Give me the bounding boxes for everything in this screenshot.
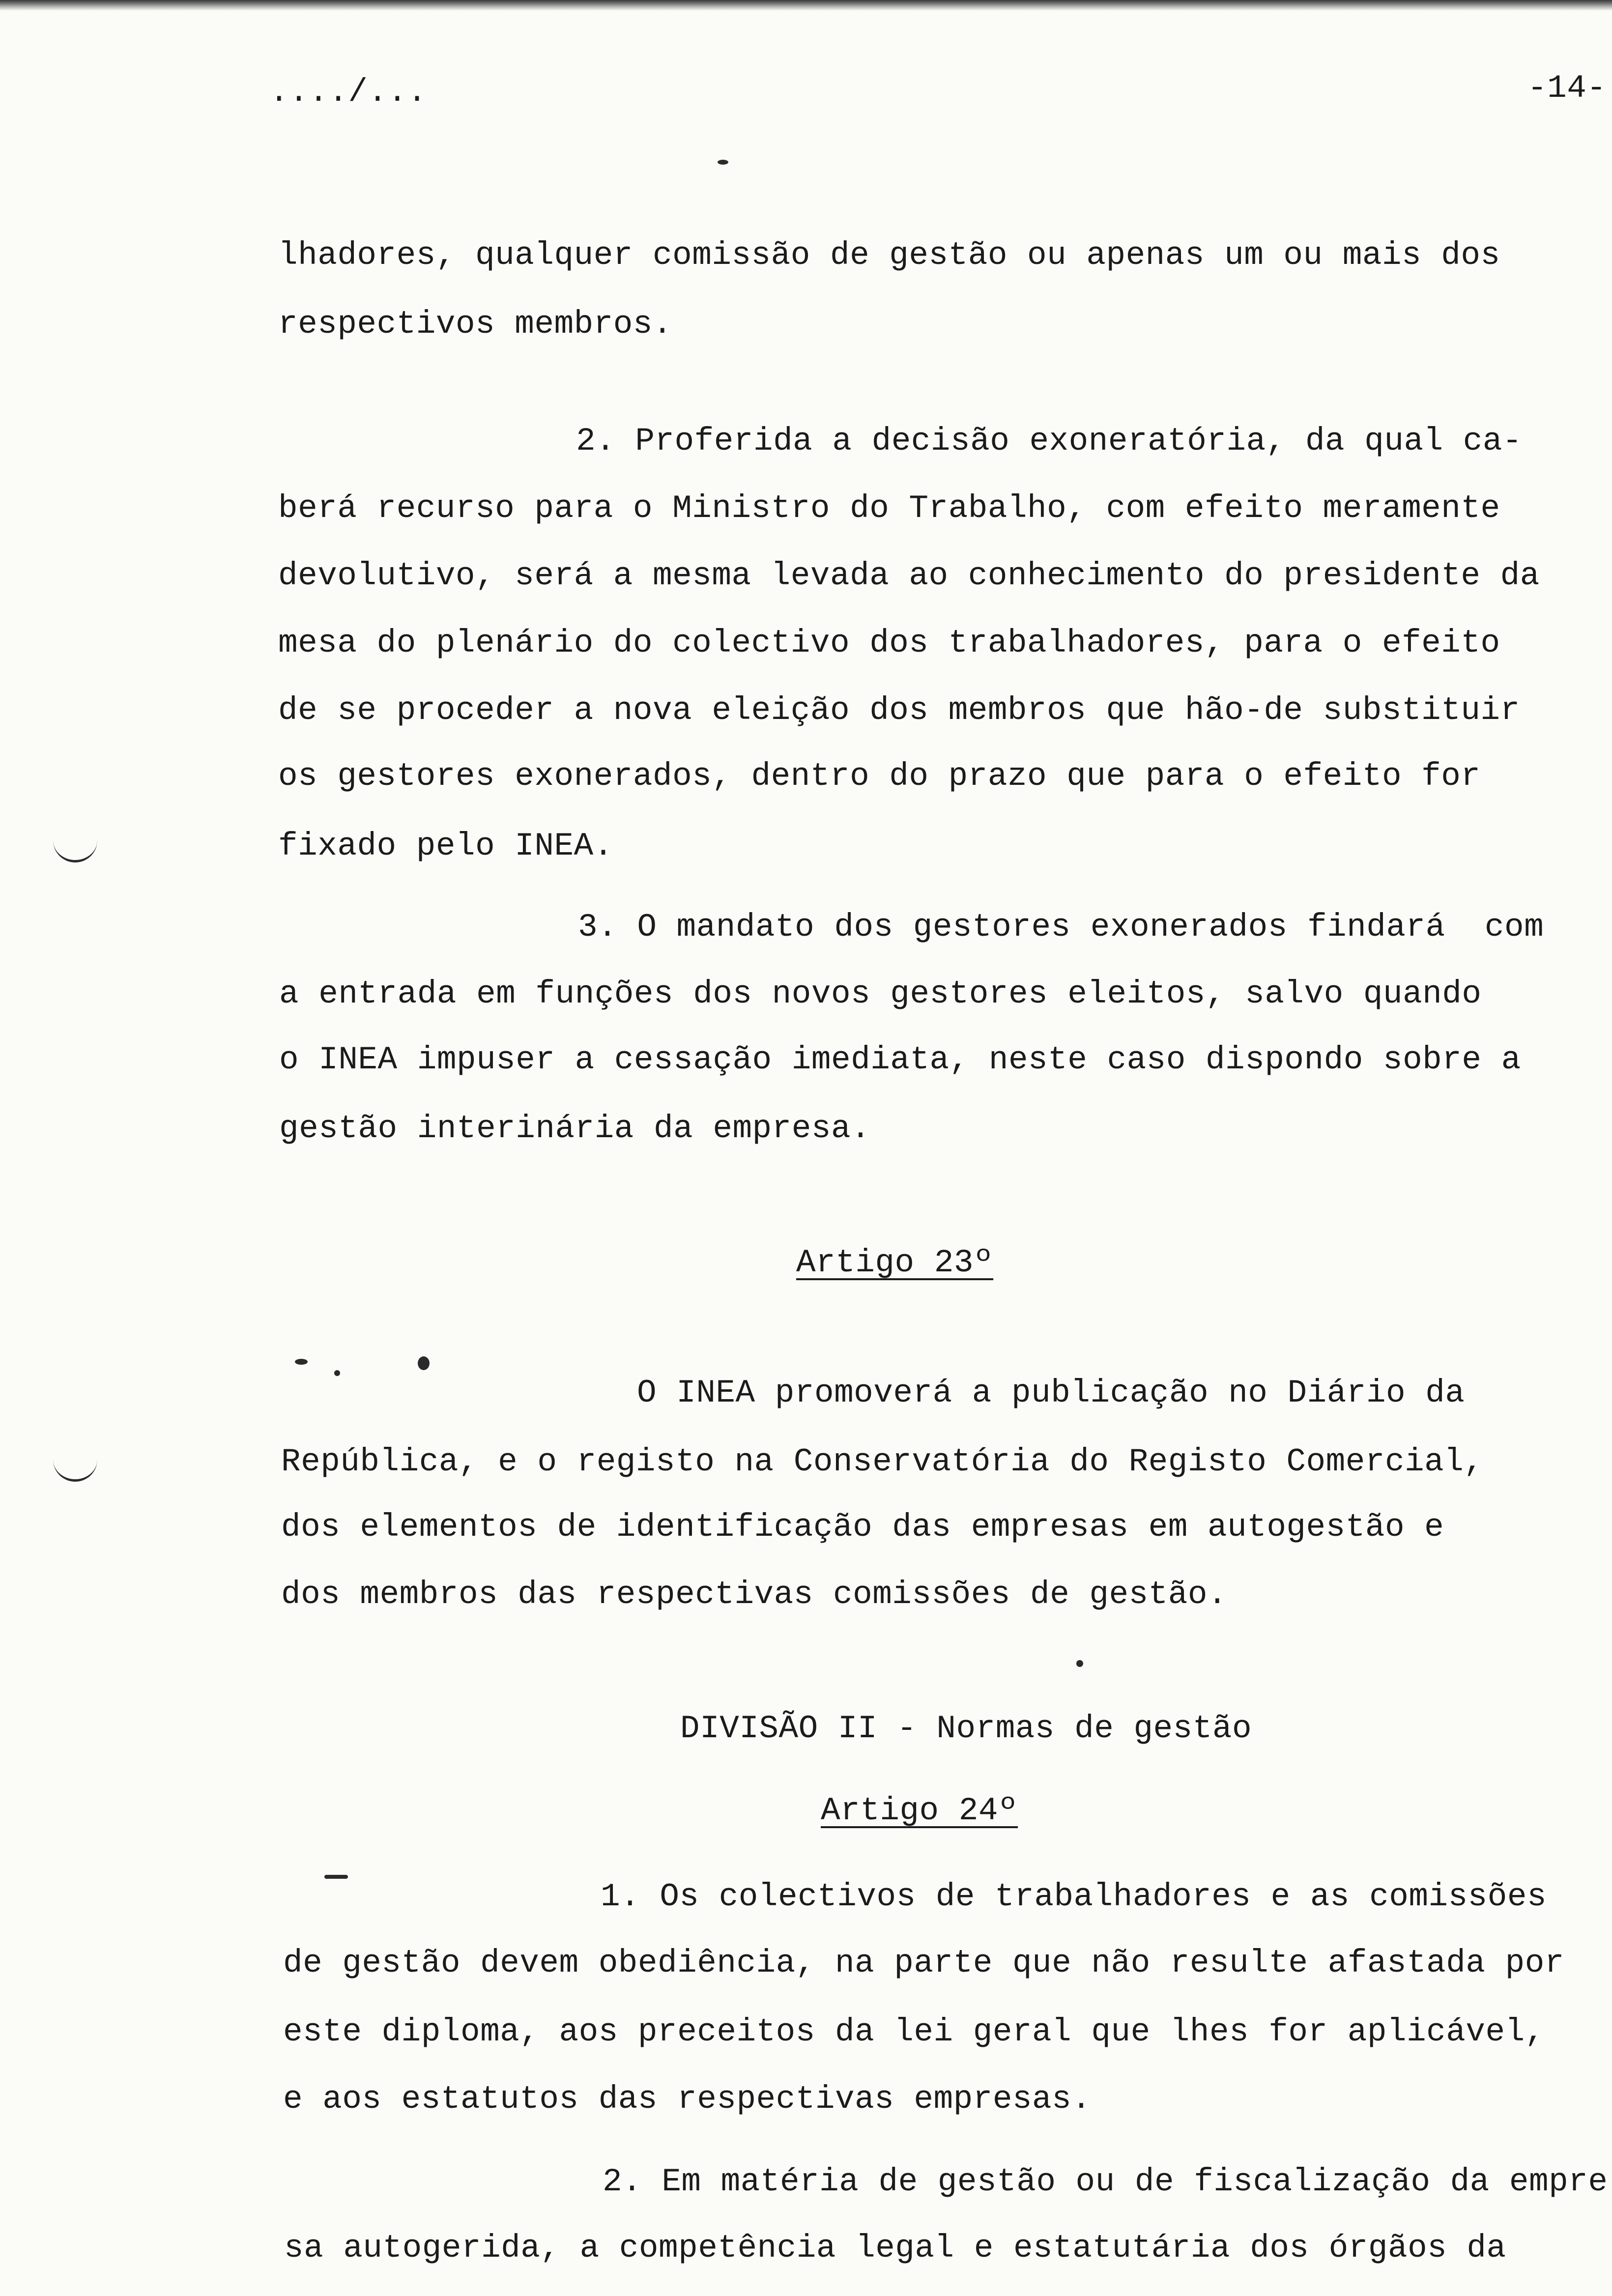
ink-speck	[334, 1370, 340, 1376]
body-line: 2. Proferida a decisão exoneratória, da qual ca-	[576, 423, 1523, 459]
ink-speck	[1076, 1660, 1083, 1667]
body-line: devolutivo, será a mesma levada ao conhecimento do presidente da	[278, 557, 1540, 594]
body-line: respectivos membros.	[278, 306, 673, 343]
body-line: e aos estatutos das respectivas empresas.	[283, 2081, 1092, 2118]
body-line: gestão interinária da empresa.	[279, 1110, 871, 1147]
body-line: O INEA promoverá a publicação no Diário da	[637, 1375, 1465, 1411]
body-line: este diploma, aos preceitos da lei geral que lhes for aplicável,	[283, 2013, 1545, 2050]
division-heading: DIVISÃO II - Normas de gestão	[680, 1710, 1252, 1747]
body-line: os gestores exonerados, dentro do prazo que para o efeito for	[278, 758, 1481, 795]
binder-hole-mark	[53, 835, 97, 862]
ink-speck	[718, 160, 728, 165]
scan-edge	[0, 0, 1612, 11]
body-line: dos elementos de identificação das empresas em autogestão e	[281, 1509, 1444, 1546]
body-line: sa autogerida, a competência legal e estatutária dos órgãos da	[284, 2230, 1506, 2267]
body-line: República, e o registo na Conservatória do Registo Comercial,	[281, 1443, 1484, 1480]
ink-speck	[324, 1875, 348, 1879]
body-line: berá recurso para o Ministro do Trabalho, com efeito meramente	[278, 490, 1500, 527]
page-number: -14-	[1527, 70, 1607, 107]
body-line: de se proceder a nova eleição dos membros que hão-de substituir	[278, 692, 1520, 729]
body-line: a entrada em funções dos novos gestores eleitos, salvo quando	[279, 976, 1482, 1012]
body-line: dos membros das respectivas comissões de gestão.	[281, 1576, 1228, 1613]
body-line: o INEA impuser a cessação imediata, neste caso dispondo sobre a	[279, 1041, 1521, 1078]
body-line: mesa do plenário do colectivo dos trabalhadores, para o efeito	[278, 625, 1500, 661]
body-line: lhadores, qualquer comissão de gestão ou apenas um ou mais dos	[278, 237, 1500, 274]
body-line: fixado pelo INEA.	[278, 828, 613, 864]
body-line: 1. Os colectivos de trabalhadores e as comissões	[601, 1878, 1547, 1915]
binder-hole-mark	[53, 1455, 97, 1482]
body-line: 2. Em matéria de gestão ou de fiscalização da empre	[603, 2163, 1608, 2200]
body-line: de gestão devem obediência, na parte que não resulte afastada por	[283, 1945, 1564, 1981]
article-heading: Artigo 23º	[796, 1244, 994, 1281]
ink-speck	[295, 1359, 308, 1365]
continuation-mark: ..../...	[269, 74, 427, 111]
body-line: 3. O mandato dos gestores exonerados findará com	[578, 909, 1544, 946]
ink-speck	[418, 1356, 430, 1370]
article-heading: Artigo 24º	[821, 1792, 1018, 1829]
